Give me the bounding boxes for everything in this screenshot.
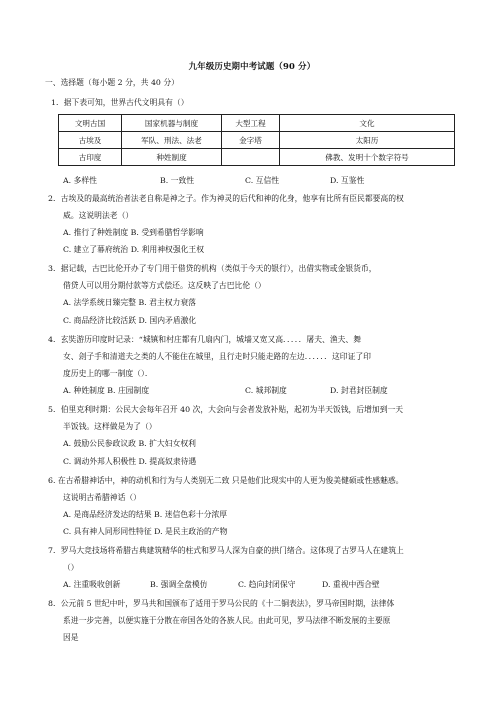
table-header-cell: 大型工程 — [222, 115, 280, 132]
civilization-table — [58, 114, 455, 166]
q1-option-b[interactable]: B. 一致性 — [160, 176, 195, 185]
q3-options-cd[interactable]: C. 商品经济比较活跃 D. 国内矛盾激化 — [63, 316, 197, 325]
q4-options-ab[interactable]: A. 种姓制度 B. 庄园制度 — [63, 386, 150, 395]
q4-option-c[interactable]: C. 城邦制度 — [245, 386, 287, 395]
table-cell: 军队、刑法、法老 — [122, 132, 222, 149]
q7-stem-line: 7．罗马大竞技场将希腊古典建筑精华的柱式和罗马人深为自豪的拱门绪合。这体现了古罗马人在建筑上 — [48, 546, 404, 555]
q6-stem-line: 6. 在古希腊神话中，神的动机和行为与人类别无二致 只是他们比现实中的人更为俊美健硕或性感魅惑。 — [48, 476, 404, 485]
q2-options-cd[interactable]: C. 建立了幕府统治 D. 利用神权强化王权 — [63, 245, 205, 254]
q4-stem-line: 4．玄奘游历印度时记录：“城镇和村庄都有几扇内门，城墙又宽又高．．．．．屠夫、渔夫、舞 — [48, 335, 362, 344]
table-header-cell: 文化 — [280, 115, 455, 132]
table-cell: 佛教、发明十个数字符号 — [280, 149, 455, 166]
table-header-row — [59, 115, 455, 132]
table-row — [59, 132, 455, 149]
q3-options-ab[interactable]: A. 法学系统日臻完整 B. 君主权力衰落 — [63, 298, 196, 307]
q4-option-d[interactable]: D. 封君封臣制度 — [330, 386, 388, 395]
q7-option-c[interactable]: C. 趋向封闭保守 — [238, 580, 296, 589]
q7-option-b[interactable]: B. 强调全盘模仿 — [150, 580, 208, 589]
table-header-cell: 国家机器与制度 — [122, 115, 222, 132]
q3-stem-line: 3．据记载，古巴比伦开办了专门用于借贷的机构（类似于今天的银行），出借实物或金银货币， — [48, 264, 377, 273]
q1-stem: 1．据下表可知，世界古代文明具有（） — [51, 98, 189, 107]
q6-options-cd[interactable]: C. 具有神人同形同性特征 D. 是民主政治的产物 — [63, 527, 228, 536]
q4-stem-line: 度历史上的哪一制度（）． — [63, 369, 153, 378]
table-cell: 金字塔 — [222, 132, 280, 149]
q8-stem-line: 8．公元前 5 世纪中叶，罗马共和国颁布了适用于罗马公民的《十二铜表法》，罗马帝国时期，法律体 — [48, 599, 395, 608]
q5-options-cd[interactable]: C. 调动外邦人积极性 D. 提高奴隶待遇 — [63, 457, 197, 466]
q2-stem-line: 威。这说明法老（） — [63, 211, 134, 220]
table-header-cell: 文明古国 — [59, 115, 122, 132]
table-cell: 古印度 — [59, 149, 122, 166]
q2-stem-line: 2．古埃及的最高统治者法老自称是神之子。作为神灵的后代和神的化身，他享有比所有臣民都要高的权 — [48, 194, 404, 203]
q5-stem-line: 半饭钱。这样做是为了（） — [63, 422, 157, 431]
table-row — [59, 149, 455, 166]
q6-stem-line: 这说明古希腊神话（） — [63, 493, 141, 502]
q2-options-ab[interactable]: A. 推行了种姓制度 B. 受到希腊哲学影响 — [63, 228, 204, 237]
q7-option-d[interactable]: D. 重视中西合壁 — [322, 580, 380, 589]
q1-option-d[interactable]: D. 互鉴性 — [330, 176, 365, 185]
q1-option-a[interactable]: A. 多样性 — [63, 176, 97, 185]
q7-stem-line: （） — [63, 563, 79, 572]
q5-stem-line: 5．伯里克利时期：公民大会每年召开 40 次，大会向与会者发放补贴，起初为半天饭钱，后增加到一天 — [48, 405, 404, 414]
q4-stem-line: 女、刽子手和清道夫之类的人不能住在城里，且行走时只能走路的左边．．．．．．这印证了印 — [63, 352, 371, 361]
q1-option-c[interactable]: C. 互信性 — [245, 176, 280, 185]
q8-stem-line: 因是 — [63, 633, 79, 642]
q5-options-ab[interactable]: A. 鼓励公民参政议政 B. 扩大妇女权利 — [63, 439, 196, 448]
table-cell: 古埃及 — [59, 132, 122, 149]
q7-option-a[interactable]: A. 注重吸收创新 — [63, 580, 121, 589]
page-title: 九年级历史期中考试题（90 分） — [188, 61, 316, 71]
table-cell — [222, 149, 280, 166]
table-cell: 种姓制度 — [122, 149, 222, 166]
q8-stem-line: 系进一步完善，以便实施于分散在帝国各处的各族人民。由此可见，罗马法律不断发展的主要原 — [63, 616, 391, 625]
q6-options-ab[interactable]: A. 是商品经济发达的结果 B. 迷信色彩十分浓厚 — [63, 510, 228, 519]
q3-stem-line: 借贷人可以用分期付款等方式偿还。这反映了古巴比伦（） — [63, 281, 266, 290]
section-heading: 一、选择题（每小题 2 分，共 40 分） — [45, 78, 179, 87]
table-cell: 太阳历 — [280, 132, 455, 149]
